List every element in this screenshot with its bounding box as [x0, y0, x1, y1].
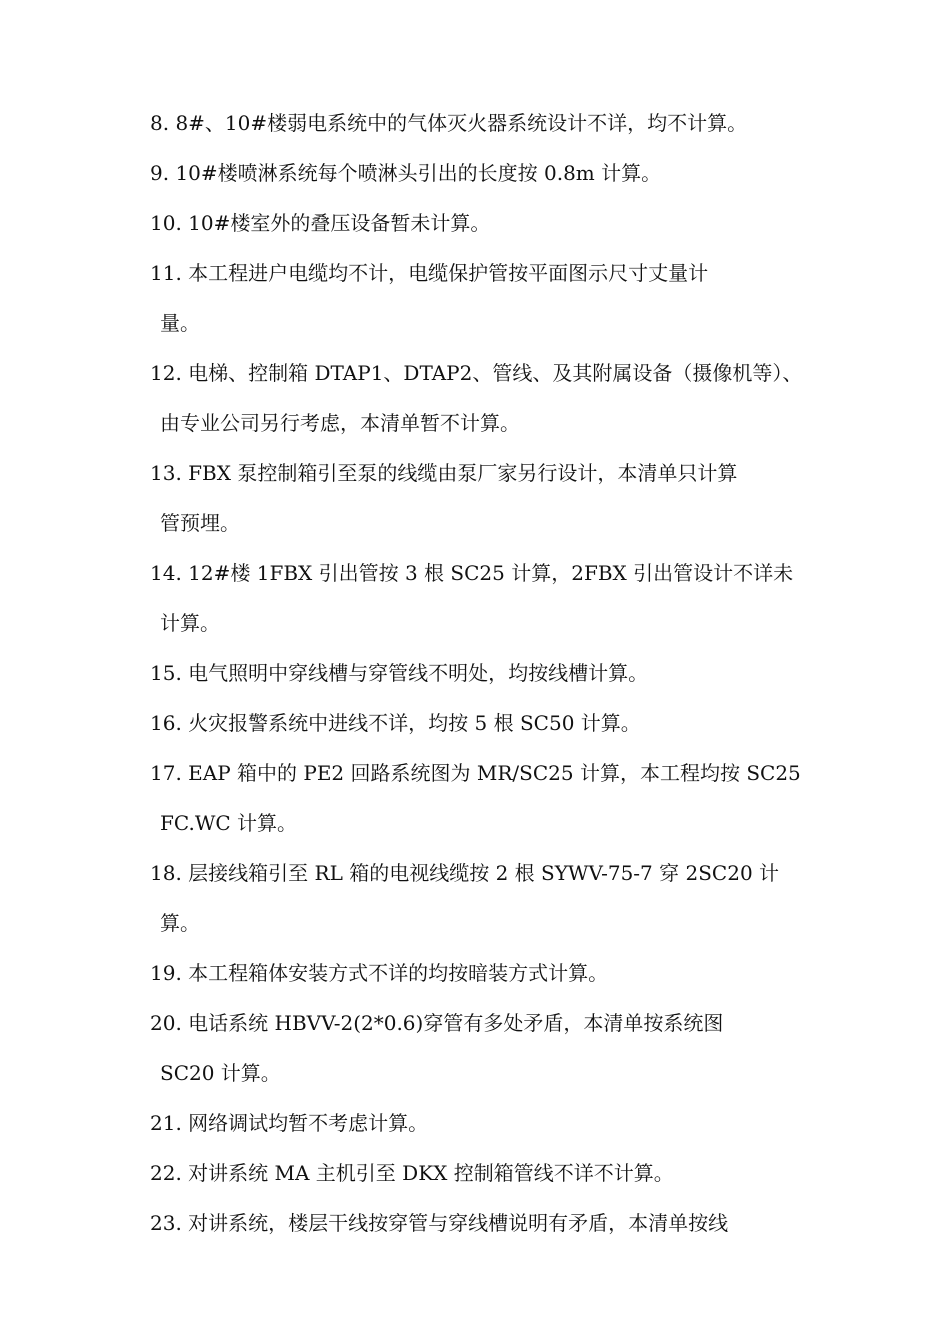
note-item-17 — [150, 748, 850, 848]
note-item-18 — [150, 848, 850, 948]
note-line: 13. FBX 泵控制箱引至泵的线缆由泵厂家另行设计，本清单只计算 — [150, 461, 738, 485]
note-item-22 — [150, 1148, 850, 1198]
note-line: 22. 对讲系统 MA 主机引至 DKX 控制箱管线不详不计算。 — [150, 1161, 674, 1185]
note-line: 15. 电气照明中穿线槽与穿管线不明处，均按线槽计算。 — [150, 661, 649, 685]
note-item-10 — [150, 198, 850, 248]
note-item-9 — [150, 148, 850, 198]
note-line-continuation: 由专业公司另行考虑，本清单暂不计算。 — [160, 411, 520, 435]
notes-list — [150, 98, 850, 1248]
note-line: 21. 网络调试均暂不考虑计算。 — [150, 1111, 429, 1135]
note-line: 18. 层接线箱引至 RL 箱的电视线缆按 2 根 SYWV-75-7 穿 2SC20 计 — [150, 861, 780, 885]
note-item-13 — [150, 448, 850, 548]
note-item-23 — [150, 1198, 850, 1248]
note-item-8 — [150, 98, 850, 148]
note-line: 12. 电梯、控制箱 DTAP1、DTAP2、管线、及其附属设备（摄像机等）、 — [150, 361, 803, 385]
note-line: 11. 本工程进户电缆均不计，电缆保护管按平面图示尺寸丈量计 — [150, 261, 709, 285]
note-line: 9. 10#楼喷淋系统每个喷淋头引出的长度按 0.8m 计算。 — [150, 161, 662, 185]
note-line: 17. EAP 箱中的 PE2 回路系统图为 MR/SC25 计算，本工程均按 SC25 — [150, 761, 801, 785]
note-line: 16. 火灾报警系统中进线不详，均按 5 根 SC50 计算。 — [150, 711, 641, 735]
note-line-continuation: 算。 — [160, 911, 200, 935]
note-item-20 — [150, 998, 850, 1098]
note-item-21 — [150, 1098, 850, 1148]
note-line: 19. 本工程箱体安装方式不详的均按暗装方式计算。 — [150, 961, 609, 985]
note-item-11 — [150, 248, 850, 348]
note-line-continuation: 管预埋。 — [160, 511, 240, 535]
note-line-continuation: SC20 计算。 — [160, 1061, 281, 1085]
note-line-continuation: 量。 — [160, 311, 200, 335]
note-line: 20. 电话系统 HBVV-2(2*0.6)穿管有多处矛盾，本清单按系统图 — [150, 1011, 724, 1035]
note-line: 23. 对讲系统，楼层干线按穿管与穿线槽说明有矛盾，本清单按线 — [150, 1211, 729, 1235]
note-item-19 — [150, 948, 850, 998]
note-line-continuation: 计算。 — [160, 611, 220, 635]
note-item-12 — [150, 348, 850, 448]
note-item-14 — [150, 548, 850, 648]
note-item-15 — [150, 648, 850, 698]
note-item-16 — [150, 698, 850, 748]
note-line: 10. 10#楼室外的叠压设备暂未计算。 — [150, 211, 491, 235]
note-line-continuation: FC.WC 计算。 — [160, 811, 298, 835]
note-line: 14. 12#楼 1FBX 引出管按 3 根 SC25 计算，2FBX 引出管设计不详未 — [150, 561, 794, 585]
note-line: 8. 8#、10#楼弱电系统中的气体灭火器系统设计不详，均不计算。 — [150, 111, 748, 135]
